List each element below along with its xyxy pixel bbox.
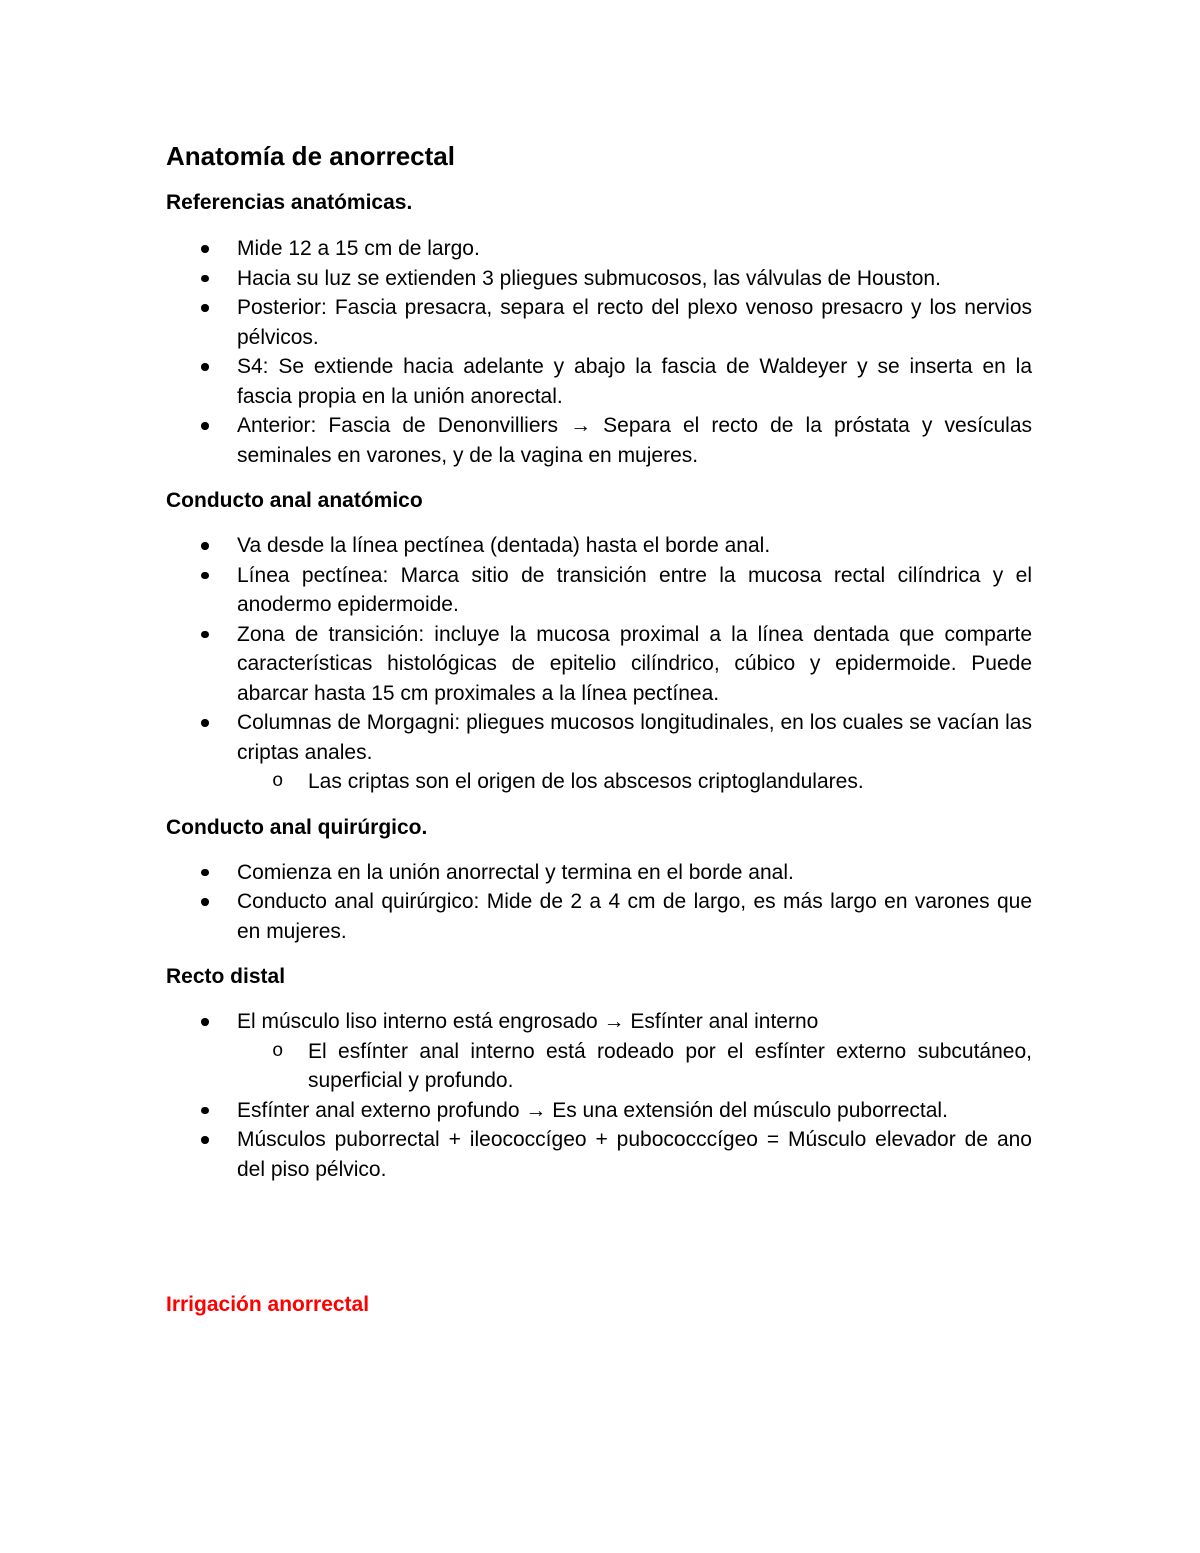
bullet-list-quirurgico	[166, 858, 1032, 947]
sub-list	[237, 1037, 1032, 1096]
arrow-right-icon: →	[570, 414, 592, 437]
section-heading-anatomico: Conducto anal anatómico	[166, 489, 423, 512]
section-heading-quirurgico: Conducto anal quirúrgico.	[166, 815, 428, 839]
sub-list	[237, 767, 1032, 797]
arrow-right-icon: →	[603, 1010, 625, 1033]
item-text: Es una extensión del músculo puborrectal.	[552, 1098, 948, 1122]
list-item: Mide 12 a 15 cm de largo.	[166, 234, 1032, 264]
bullet-list-anatomico	[166, 531, 1032, 797]
item-text: Esfínter anal interno	[630, 1010, 819, 1033]
item-text: Anterior: Fascia de Denonvilliers	[237, 414, 558, 437]
document-title: Anatomía de anorrectal	[166, 141, 455, 171]
list-item: Zona de transición: incluye la mucosa proximal a la línea dentada que comparte características histológicas de epitelio cilíndrico, cúbico y epidermoide. Puede abarcar hasta 15 cm proximales a la línea pectínea.	[166, 620, 1032, 709]
list-item: Posterior: Fascia presacra, separa el recto del plexo venoso presacro y los nervios pélvicos.	[166, 293, 1032, 352]
list-item: Línea pectínea: Marca sitio de transición entre la mucosa rectal cilíndrica y el anodermo epidermoide.	[166, 561, 1032, 620]
sub-list-item: o El esfínter anal interno está rodeado por el esfínter externo subcutáneo, superficial y profundo.	[237, 1037, 1032, 1096]
item-text: Esfínter anal externo profundo	[237, 1098, 520, 1122]
list-item: Va desde la línea pectínea (dentada) hasta el borde anal.	[166, 531, 1032, 561]
bullet-list-referencias	[166, 234, 1032, 470]
list-item	[166, 1096, 1032, 1126]
list-item	[166, 411, 1032, 470]
list-item: Comienza en la unión anorrectal y termina en el borde anal.	[166, 858, 1032, 888]
section-heading-referencias: Referencias anatómicas.	[166, 191, 413, 214]
list-item: Músculos puborrectal + ileococcígeo + pubococccígeo = Músculo elevador de ano del piso pélvico.	[166, 1125, 1032, 1184]
sub-list-item: o Las criptas son el origen de los abscesos criptoglandulares.	[237, 767, 1032, 797]
section-heading-irrigacion: Irrigación anorrectal	[166, 1293, 370, 1316]
bullet-list-distal	[166, 1007, 1032, 1184]
list-item: S4: Se extiende hacia adelante y abajo la fascia de Waldeyer y se inserta en la fascia propia en la unión anorectal.	[166, 352, 1032, 411]
list-item	[166, 708, 1032, 797]
document-body	[166, 138, 1032, 1320]
list-item: Hacia su luz se extienden 3 pliegues submucosos, las válvulas de Houston.	[166, 264, 1032, 294]
list-item	[166, 1007, 1032, 1096]
item-text: Separa el recto de la próstata y vesículas seminales en varones, y de la vagina en mujeres.	[237, 414, 1032, 467]
item-text: Columnas de Morgagni: pliegues mucosos longitudinales, en los cuales se vacían las criptas anales.	[237, 711, 1032, 764]
list-item: Conducto anal quirúrgico: Mide de 2 a 4 cm de largo, es más largo en varones que en mujeres.	[166, 887, 1032, 946]
section-heading-distal: Recto distal	[166, 965, 286, 988]
arrow-right-icon: →	[525, 1098, 547, 1122]
item-text: El músculo liso interno está engrosado	[237, 1010, 598, 1033]
